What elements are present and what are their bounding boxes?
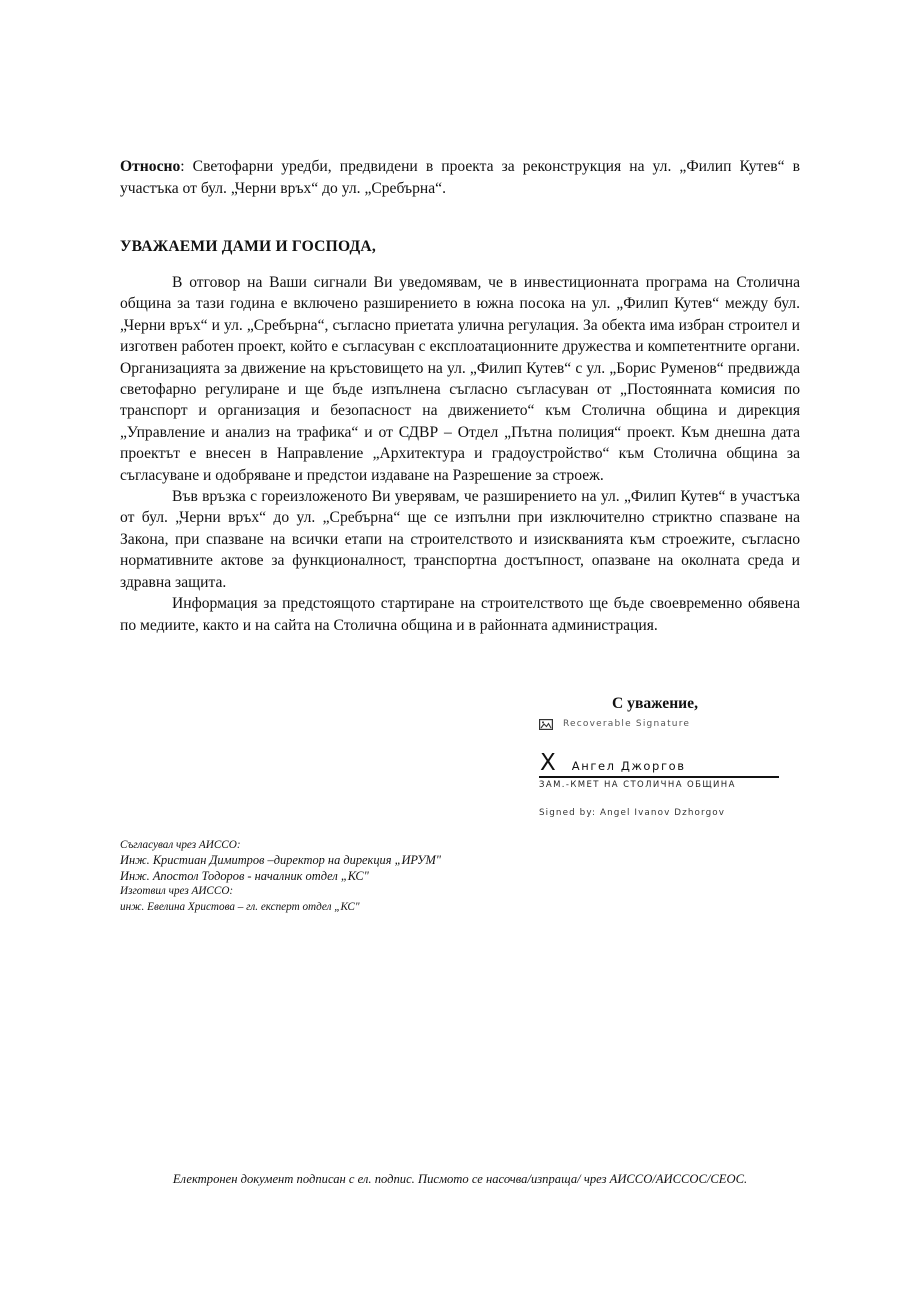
subject-text: : Светофарни уредби, предвидени в проекта за реконструкция на ул. „Филип Кутев“ в участъка от бул. „Черни връх“ до ул. „Сребърна“.: [120, 158, 800, 197]
agreed-person-2: Инж. Апостол Тодоров - началник отдел „КС": [120, 868, 369, 883]
subject-line: [120, 156, 800, 200]
body-paragraph: Информация за предстоящото стартиране на строителството ще бъде своевременно обявена по медиите, както и на сайта на Столична община и в районната администрация.: [120, 595, 800, 634]
signer-name: Ангел Джоргов: [571, 759, 686, 773]
subject-label: Относно: [120, 158, 181, 175]
signature-image-icon: [539, 719, 553, 730]
prepared-label: Изготвил чрез АИССО:: [120, 885, 234, 898]
signature-x-mark: X: [540, 750, 556, 776]
closing-phrase: С уважение,: [612, 695, 698, 712]
salutation: УВАЖАЕМИ ДАМИ И ГОСПОДА,: [120, 238, 376, 255]
signature-line: [539, 748, 779, 778]
agreed-label: Съгласувал чрез АИССО:: [120, 839, 241, 851]
coordination-block: [120, 838, 441, 915]
prepared-person: инж. Евелина Христова – гл. експерт отдел „КС": [120, 900, 360, 913]
electronic-signature-block: [539, 716, 779, 818]
body-paragraph: В отговор на Ваши сигнали Ви уведомявам, че в инвестиционната програма на Столична община за тази година е включено разширението в южна посока на ул. „Филип Кутев“ между бул. „Черни връх“ и ул. „Сребърна“, съгласно приетата улична регулация. За обекта има избран строител и изготвен работен проект, който е съгласуван с експлоатационните дружества и компетентните органи. Организацията за движение на кръстовището на ул. „Филип Кутев“ с ул. „Борис Руменов“ предвижда светофарно регулиране и ще бъде изпълнена съгласно съгласуван от „Постоянната комисия по транспорт и организация и безопасност на движението“ към Столична община и дирекция „Управление и анализ на трафика“ и от СДВР – Отдел „Пътна полиция“ проект. Към днешна дата проектът е внесен в Направление „Архитектура и градоустройство“ към Столична община за съгласуване и одобряване и предстои издаване на Разрешение за строеж.: [120, 274, 800, 484]
footer-note: Електронен документ подписан с ел. подпис. Писмото се насочва/изпраща/ чрез АИССО/АИССОС/СЕОС.: [172, 1172, 748, 1186]
body-paragraph: Във връзка с гореизложеното Ви уверявам, че разширението на ул. „Филип Кутев“ в участъка от бул. „Черни връх“ до ул. „Сребърна“ ще се изпълни при изключително стриктно спазване на Закона, при спазване на всички етапи на строителството и изискванията към строежите, съгласно нормативните актове за функционалност, транспортна достъпност, опазване на околната среда и здравна защита.: [120, 488, 800, 591]
agreed-person-1: Инж. Кристиан Димитров –директор на дирекция „ИРУМ": [120, 853, 441, 868]
letter-body: [120, 272, 800, 636]
signer-title: ЗАМ.-КМЕТ НА СТОЛИЧНА ОБЩИНА: [539, 780, 736, 790]
recoverable-signature-label: Recoverable Signature: [563, 719, 691, 729]
signed-by: Signed by: Angel Ivanov Dzhorgov: [539, 808, 726, 818]
recoverable-signature-row: [539, 716, 779, 732]
